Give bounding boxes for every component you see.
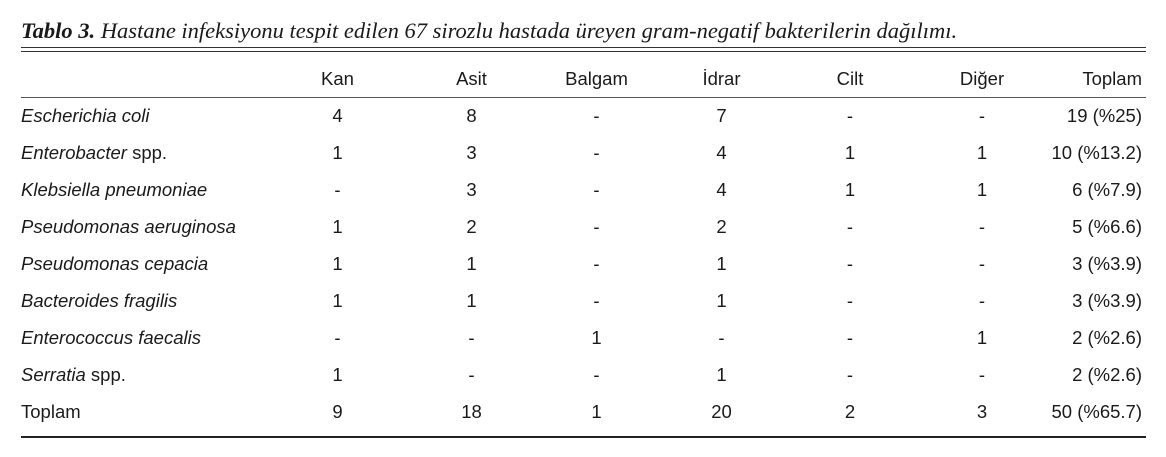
organism-name <box>21 319 266 356</box>
bottom-rule <box>21 436 1146 438</box>
table-body <box>21 97 1146 430</box>
total-row <box>21 393 1146 430</box>
table-cell: - <box>846 363 854 385</box>
table-cell: 1 <box>844 141 856 163</box>
header-cell-organism <box>21 61 266 97</box>
table-cell: - <box>846 289 854 311</box>
table-row <box>21 282 1146 319</box>
table-cell: 4 <box>716 178 727 200</box>
organism-name <box>21 208 266 245</box>
table-cell: 8 <box>466 104 477 126</box>
table-cell: - <box>978 104 986 126</box>
organism-name <box>21 134 266 171</box>
table-cell: 2 (%2.6) <box>1072 363 1142 385</box>
organism-name <box>21 97 266 134</box>
table-row <box>21 356 1146 393</box>
table-cell: 5 (%6.6) <box>1072 215 1142 237</box>
table-cell: 1 <box>332 289 343 311</box>
top-double-rule-2 <box>21 51 1146 52</box>
table-cell: 7 <box>716 104 727 126</box>
table-cell: 2 (%2.6) <box>1072 326 1142 348</box>
organism-name <box>21 171 266 208</box>
table-cell: 1 <box>332 363 343 385</box>
caption-label: Tablo 3. <box>21 18 96 43</box>
organism-name <box>21 282 266 319</box>
table-cell: - <box>593 363 600 385</box>
table-cell: - <box>593 104 600 126</box>
table-cell: - <box>978 363 986 385</box>
table-cell: - <box>718 326 725 348</box>
total-cell: 3 <box>976 400 988 422</box>
table-cell: 1 <box>591 326 602 348</box>
table-cell: 1 <box>976 141 988 163</box>
table-cell: 3 (%3.9) <box>1072 289 1142 311</box>
header-row <box>21 61 1146 97</box>
table-cell: - <box>468 326 475 348</box>
table-cell: - <box>978 215 986 237</box>
total-cell: 1 <box>591 400 602 422</box>
organism-genus-species: Pseudomonas aeruginosa <box>21 215 236 237</box>
header-cell-4: İdrar <box>702 68 741 89</box>
table-row <box>21 134 1146 171</box>
top-double-rule-1 <box>21 47 1146 48</box>
table-row <box>21 245 1146 282</box>
table-cell: 3 <box>466 141 477 163</box>
table-cell: 1 <box>716 363 727 385</box>
table-cell: 1 <box>844 178 856 200</box>
header-cell-5: Cilt <box>836 68 864 89</box>
total-cell: 20 <box>711 400 732 422</box>
organism-name <box>21 356 266 393</box>
table-cell: 10 (%13.2) <box>1051 141 1142 163</box>
table-cell: 19 (%25) <box>1066 104 1142 126</box>
table-cell: 2 <box>466 215 477 237</box>
table-cell: - <box>593 178 600 200</box>
table-cell: - <box>593 289 600 311</box>
total-cell: 50 (%65.7) <box>1051 400 1142 422</box>
organism-suffix: spp. <box>85 363 126 385</box>
header-cell-6: Diğer <box>959 68 1005 89</box>
table-row <box>21 208 1146 245</box>
table-cell: - <box>846 326 854 348</box>
total-cell: 18 <box>461 400 482 422</box>
organism-genus-species: Bacteroides fragilis <box>21 289 178 311</box>
table-cell: 1 <box>332 215 343 237</box>
caption-text: Hastane infeksiyonu tespit edilen 67 sirozlu hastada üreyen gram-negatif bakterilerin dağılımı. <box>100 18 958 43</box>
table-cell: - <box>978 252 986 274</box>
table-row <box>21 319 1146 356</box>
organism-genus-species: Serratia <box>21 363 86 385</box>
table-cell: 4 <box>716 141 727 163</box>
table-cell: 1 <box>716 289 727 311</box>
organism-genus-species: Klebsiella pneumoniae <box>21 178 208 200</box>
table-cell: 3 (%3.9) <box>1072 252 1142 274</box>
table-cell: - <box>593 252 600 274</box>
table-cell: - <box>334 178 341 200</box>
header-cell-3: Balgam <box>565 68 628 89</box>
table-cell: 1 <box>716 252 727 274</box>
organism-genus-species: Enterococcus faecalis <box>21 326 201 348</box>
table-cell: 1 <box>466 252 477 274</box>
table-cell: 1 <box>332 141 343 163</box>
header-cell-1: Kan <box>321 68 354 89</box>
total-label: Toplam <box>21 400 81 422</box>
total-cell: 2 <box>844 400 856 422</box>
table-cell: - <box>978 289 986 311</box>
table-cell: 6 (%7.9) <box>1072 178 1142 200</box>
table-cell: 3 <box>466 178 477 200</box>
table-cell: 1 <box>466 289 477 311</box>
header-cell-7: Toplam <box>1082 68 1142 89</box>
table-cell: - <box>846 215 854 237</box>
table-cell: 1 <box>976 326 988 348</box>
table-cell: 1 <box>976 178 988 200</box>
table-cell: - <box>846 104 854 126</box>
table-cell: - <box>846 252 854 274</box>
table-cell: 2 <box>716 215 727 237</box>
organism-suffix: spp. <box>126 141 168 163</box>
table-row <box>21 171 1146 208</box>
total-cell: 9 <box>332 400 343 422</box>
table-caption <box>21 14 1151 48</box>
organism-genus-species: Escherichia coli <box>21 104 150 126</box>
table-row <box>21 97 1146 134</box>
organism-name <box>21 245 266 282</box>
table-cell: 1 <box>332 252 343 274</box>
table-cell: - <box>593 215 600 237</box>
table-cell: - <box>468 363 475 385</box>
header-cell-2: Asit <box>456 68 487 89</box>
table-cell: - <box>593 141 600 163</box>
organism-genus-species: Enterobacter <box>21 141 127 163</box>
organism-genus-species: Pseudomonas cepacia <box>21 252 209 274</box>
table-cell: - <box>334 326 341 348</box>
table-cell: 4 <box>332 104 343 126</box>
bacteria-distribution-table <box>21 61 1146 430</box>
